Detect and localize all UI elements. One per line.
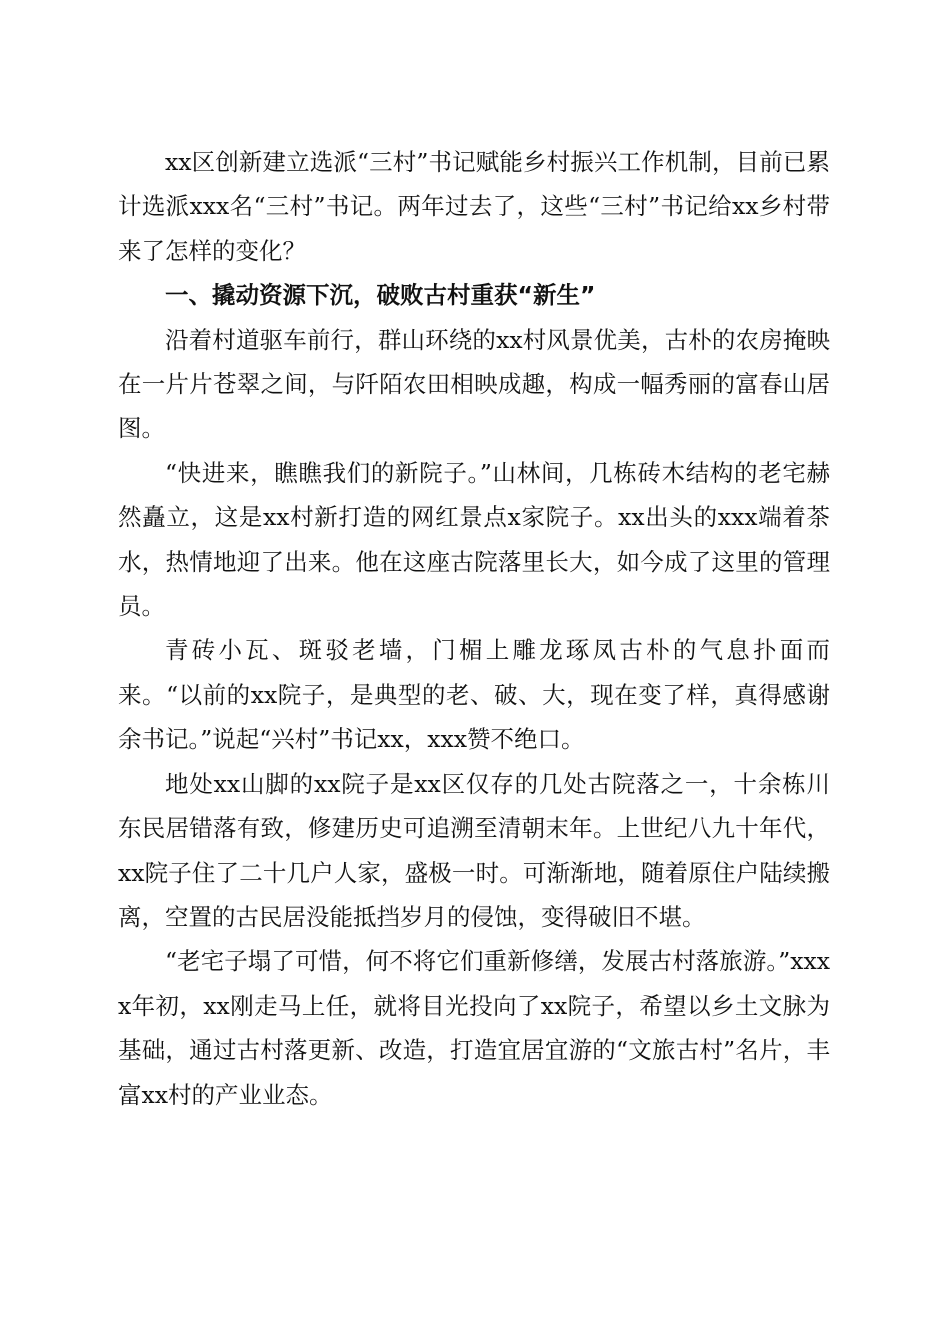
body-paragraph-4: 地处xx山脚的xx院子是xx区仅存的几处古院落之一，十余栋川东民居错落有致，修建历史可追溯至清朝末年。上世纪八九十年代，xx院子住了二十几户人家，盛极一时。可渐渐地，随着原住户陆续搬离，空置的古民居没能抵挡岁月的侵蚀，变得破旧不堪。 [118, 769, 830, 931]
body-paragraph-2: “快进来，瞧瞧我们的新院子。”山林间，几栋砖木结构的老宅赫然矗立，这是xx村新打造的网红景点x家院子。xx出头的xxx端着茶水，热情地迎了出来。他在这座古院落里长大，如今成了这里的管理员。 [118, 458, 830, 621]
intro-paragraph: xx区创新建立选派“三村”书记赋能乡村振兴工作机制，目前已累计选派xxx名“三村”书记。两年过去了，这些“三村”书记给xx乡村带来了怎样的变化？ [118, 148, 830, 265]
body-paragraph-1: 沿着村道驱车前行，群山环绕的xx村风景优美，古朴的农房掩映在一片片苍翠之间，与阡陌农田相映成趣，构成一幅秀丽的富春山居图。 [118, 325, 830, 443]
section-heading: 一、撬动资源下沉，破败古村重获“新生” [165, 281, 596, 310]
body-paragraph-3: 青砖小瓦、斑驳老墙，门楣上雕龙琢凤古朴的气息扑面而来。“以前的xx院子，是典型的老、破、大，现在变了样，真得感谢余书记。”说起“兴村”书记xx，xxx赞不绝口。 [118, 636, 830, 754]
document-body [118, 140, 830, 1117]
body-paragraph-5: “老宅子塌了可惜，何不将它们重新修缮，发展古村落旅游。”xxxx年初，xx刚走马上任，就将目光投向了xx院子，希望以乡土文脉为基础，通过古村落更新、改造，打造宜居宜游的“文旅古村”名片，丰富xx村的产业业态。 [118, 947, 830, 1109]
